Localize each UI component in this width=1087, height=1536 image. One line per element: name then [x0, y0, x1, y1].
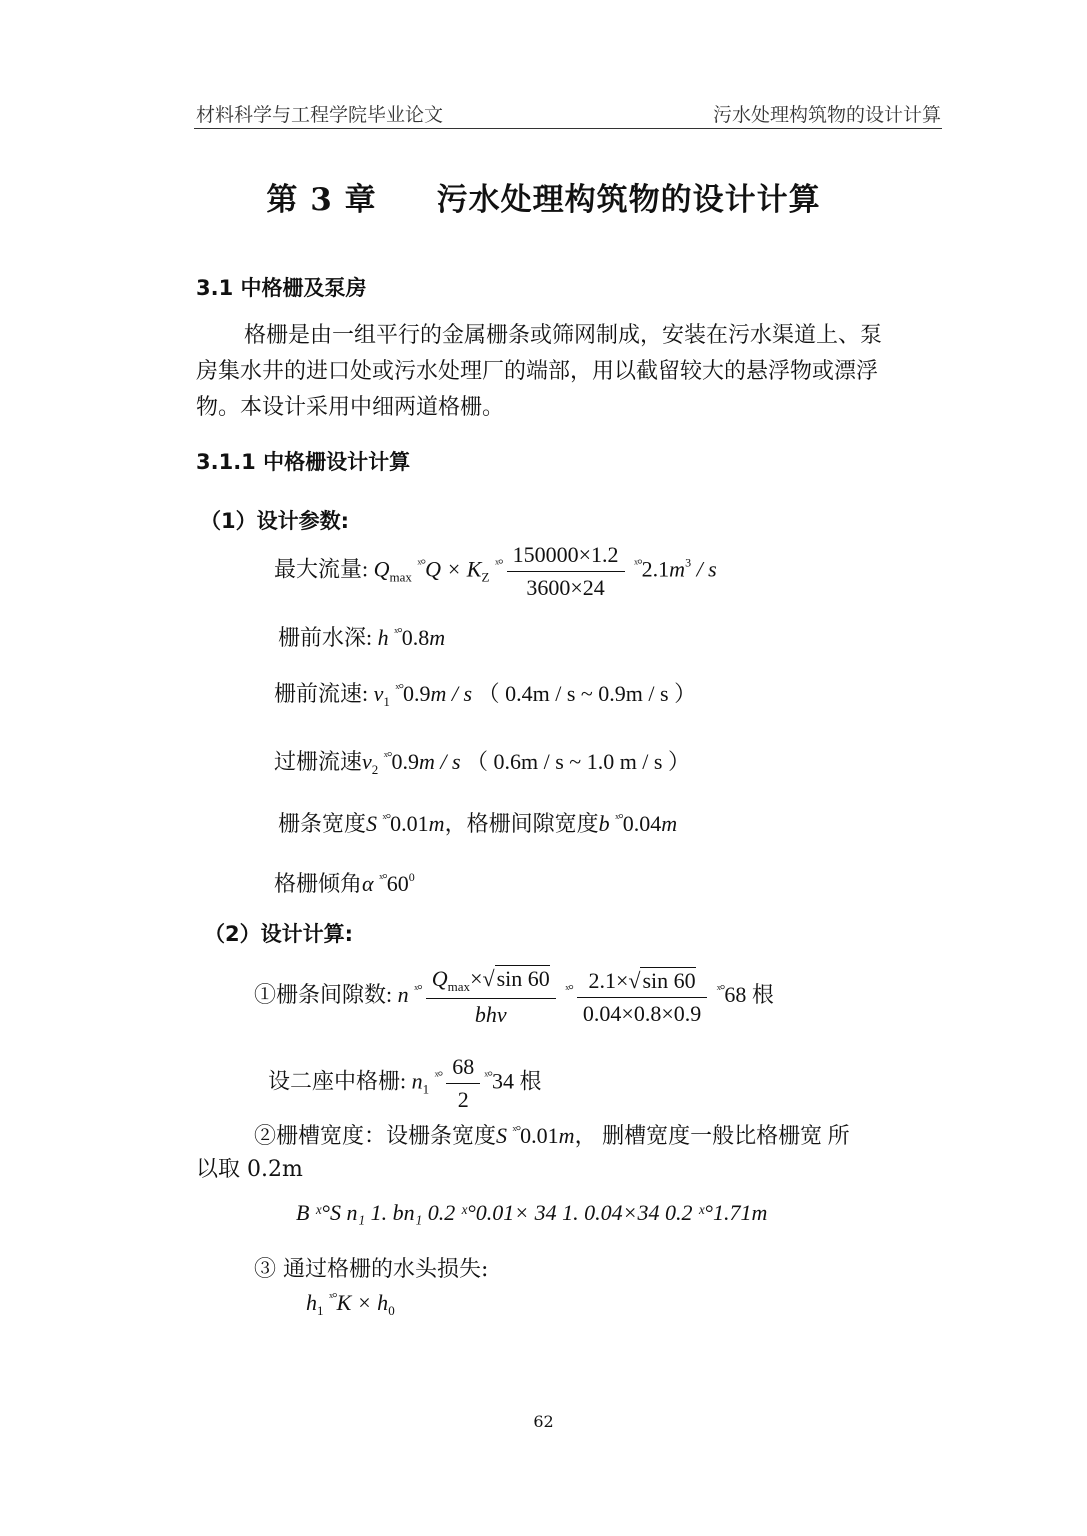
header-rule: [194, 128, 942, 129]
bar-width-formula: 栅条宽度S $^{ˣ^\circ}$0.01m，格栅间隙宽度b $^{ˣ^\circ}$0.04m: [278, 811, 678, 836]
paragraph-line-1: 格栅是由一组平行的金属栅条或筛网制成，安装在污水渠道上、泵: [244, 323, 883, 348]
params-heading: （1）设计参数:: [200, 509, 350, 533]
channel-width-line-2: 以取 0.2m: [196, 1157, 303, 1182]
section-3-1-heading: 3.1 中格栅及泵房: [196, 276, 367, 300]
v1-formula: 栅前流速: $v_1$ $^{ˣ^\circ}$0.9m / s （ 0.4m / s ~ 0.9m / s ）: [274, 681, 697, 709]
head-loss-formula: $h_1$ $^{ˣ^\circ}K \times h_0$: [306, 1290, 395, 1318]
chapter-name: 污水处理构筑物的设计计算: [436, 182, 821, 218]
paragraph-line-2: 房集水井的进口处或污水处理厂的端部，用以截留较大的悬浮物或漂浮: [196, 359, 879, 384]
v2-formula: 过栅流速$v_2$ $^{ˣ^\circ}$0.9m / s （ 0.6m / s ~ 1.0 m / s ）: [274, 749, 690, 777]
page-number: 62: [533, 1412, 554, 1431]
max-flow-formula: 最大流量: $Q_{max}$ $^{ˣ^\circ}Q \times K_Z$ $^{ˣ^\circ}$ $\frac{150000\times 1.2}{3600\times 24}$ $^{ˣ^\circ}2.1m^3$ / s: [274, 542, 717, 600]
gap-count-formula: ①栅条间隙数: n $^{ˣ^\circ}$ $\frac{Q_{max}\times√\sin 60}{\text{bhv}}$ $^{ˣ^\circ}$ $\frac{2.1\times√\sin 60}{0.04\times 0.8\times 0.9}$ $^{ˣ^\circ}$68 根: [254, 966, 774, 1027]
header-left: 材料科学与工程学院毕业论文: [196, 104, 444, 126]
chapter-number: 第 3 章: [266, 182, 377, 218]
paragraph-line-3: 物。本设计采用中细两道格栅。: [196, 395, 505, 420]
channel-width-formula: B ˣ°S n₁ 1. bn₁ 0.2 ˣ°0.01× 34 1. 0.04×34 0.2 ˣ°1.71m: [296, 1200, 768, 1225]
angle-formula: 格栅倾角α $^{ˣ^\circ}60^0$: [274, 870, 415, 896]
section-3-1-1-heading: 3.1.1 中格栅设计计算: [196, 450, 411, 474]
header-right: 污水处理构筑物的设计计算: [712, 104, 941, 126]
max-flow-fraction: $\frac{150000\times 1.2}{3600\times 24}$: [507, 542, 625, 601]
two-grids-formula: 设二座中格栅: $n_1$ $^{ˣ^\circ}$ $\frac{68}{2}$ $^{ˣ^\circ}$34 根: [268, 1054, 542, 1112]
chapter-title: [0, 174, 1087, 219]
gap-count-fraction-2: $\frac{2.1\times√\sin 60}{0.04\times 0.8\times 0.9}$: [577, 968, 707, 1027]
depth-formula: 栅前水深: h $^{ˣ^\circ}$0.8m: [278, 625, 446, 650]
two-grids-fraction: $\frac{68}{2}$: [446, 1054, 480, 1113]
head-loss-label: ③ 通过格栅的水头损失:: [254, 1257, 489, 1282]
channel-width-line-1: ②栅槽宽度：设栅条宽度S $^{ˣ^\circ}$0.01m， 删槽宽度一般比格栅宽 所: [254, 1123, 850, 1148]
gap-count-fraction-1: $\frac{Q_{max}\times√\sin 60}{\text{bhv}}$: [426, 966, 556, 1028]
calc-heading: （2）设计计算:: [204, 922, 354, 946]
